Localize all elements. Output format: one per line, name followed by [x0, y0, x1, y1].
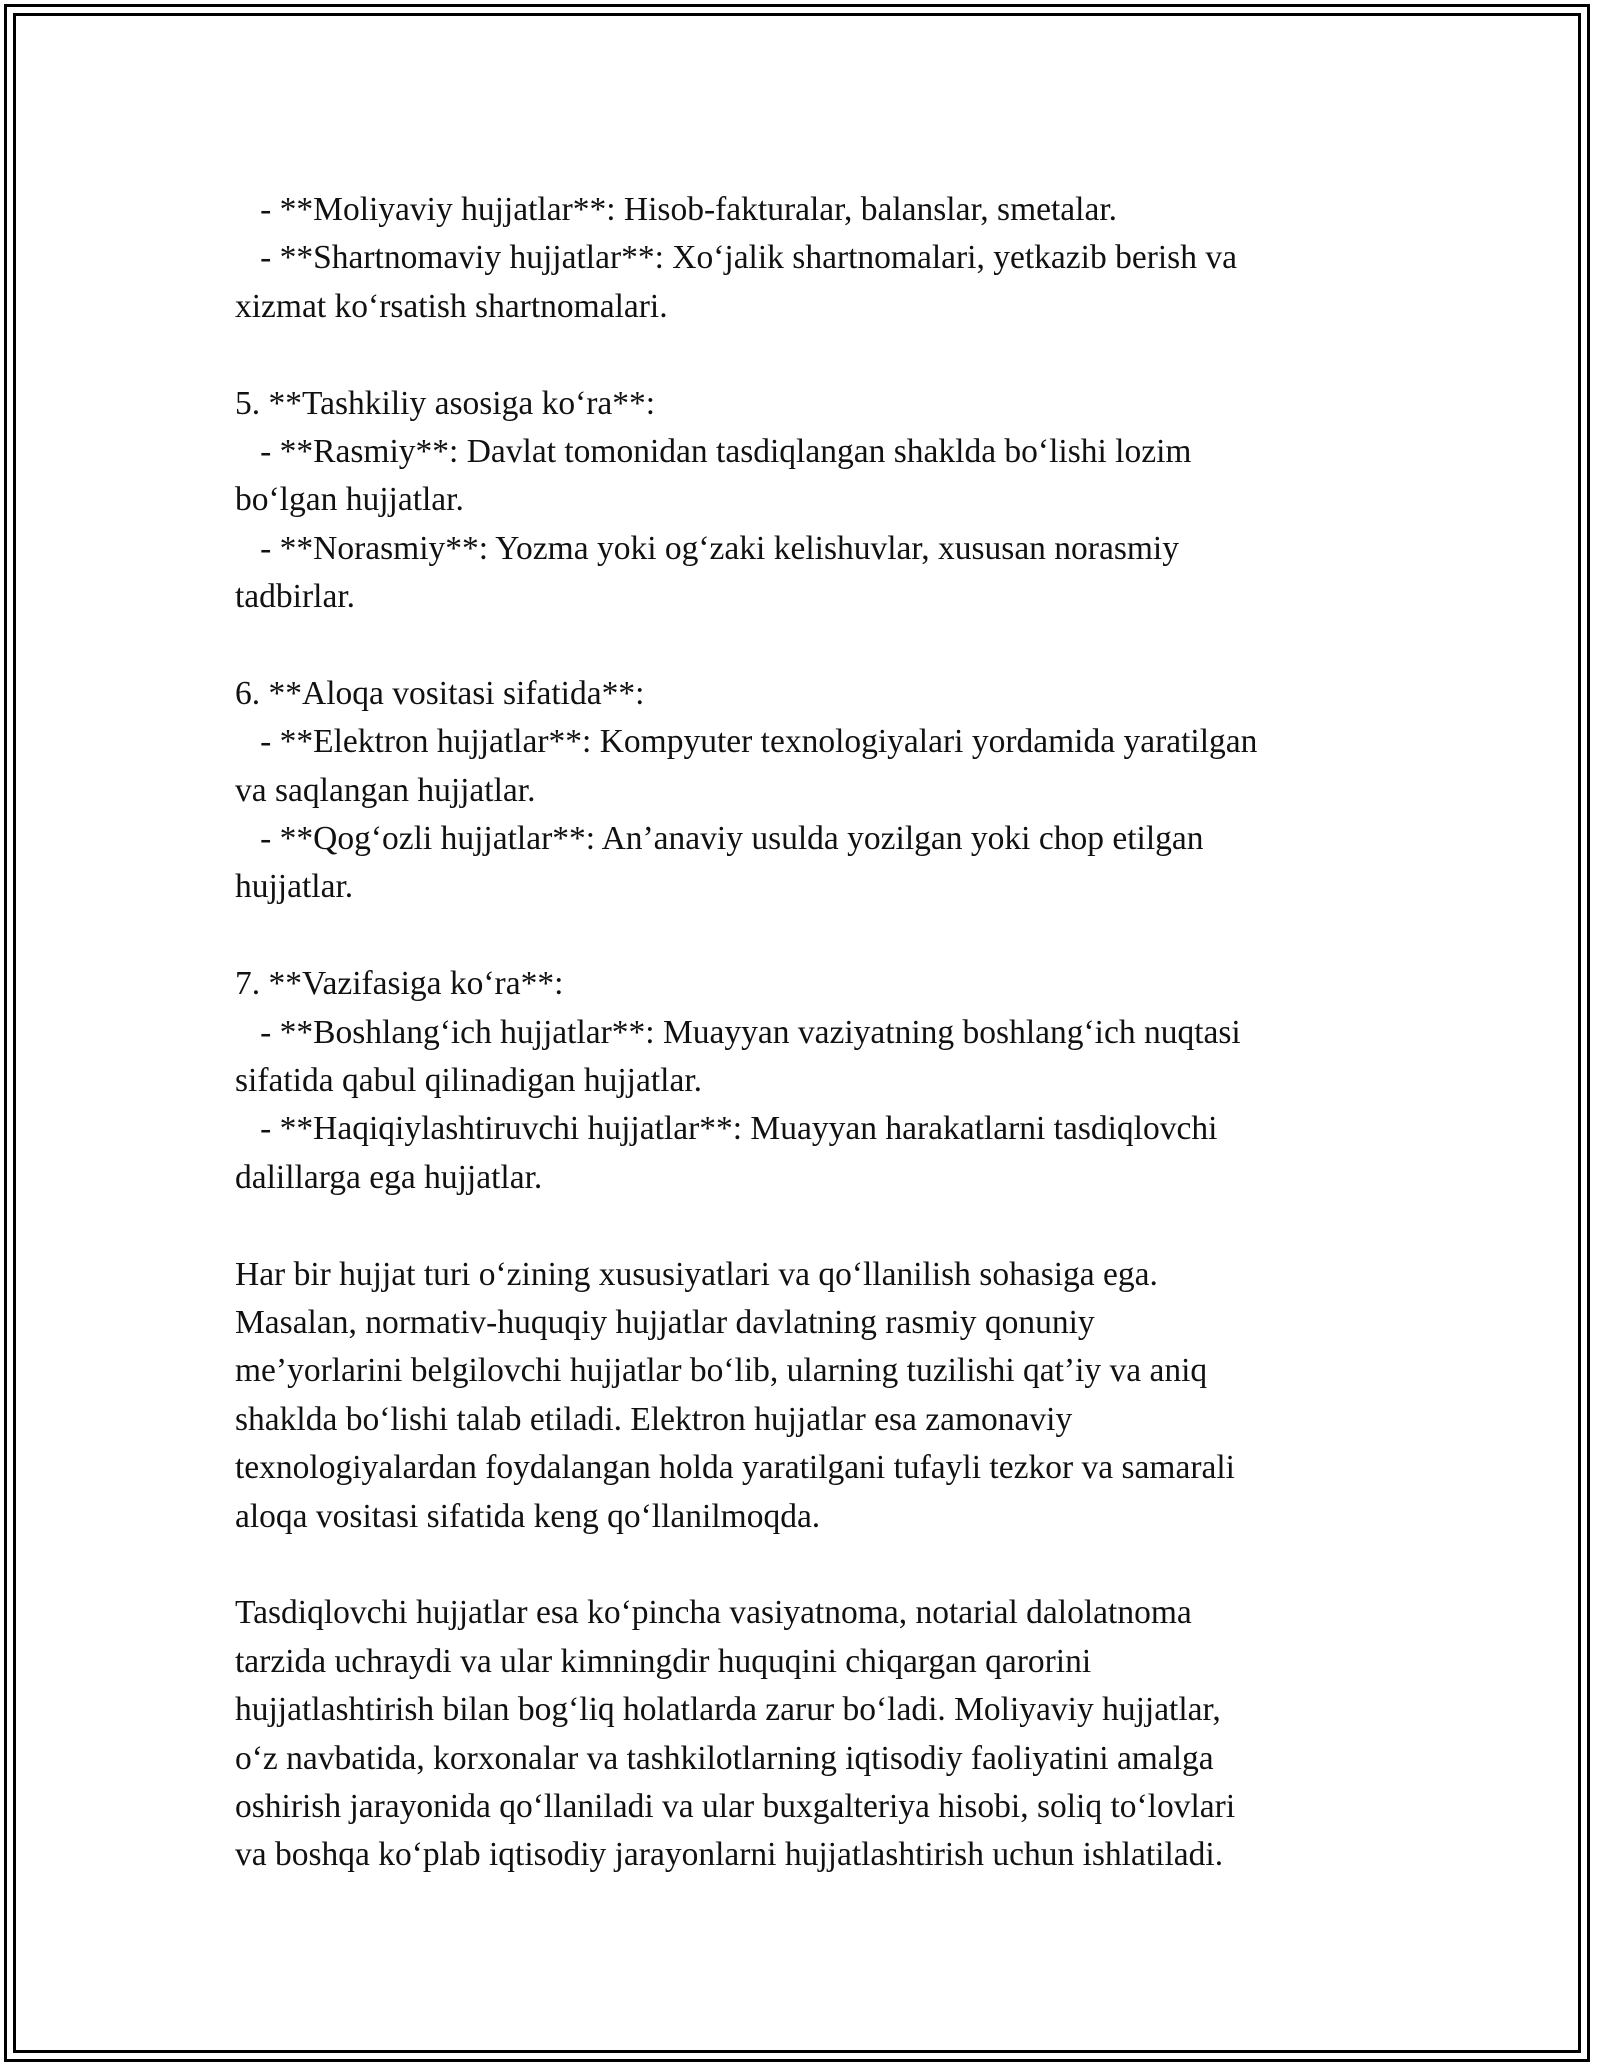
text-line: shaklda bo‘lishi talab etiladi. Elektron hujjatlar esa zamonaviy — [235, 1400, 1073, 1438]
paragraph-spacer — [235, 622, 1375, 670]
text-line: Tasdiqlovchi hujjatlar esa ko‘pincha vasiyatnoma, notarial dalolatnoma — [235, 1594, 1192, 1632]
text-line: aloqa vositasi sifatida keng qo‘llanilmoqda. — [235, 1497, 821, 1535]
text-line: hujjatlashtirish bilan bog‘liq holatlarda zarur bo‘ladi. Moliyaviy hujjatlar, — [235, 1691, 1221, 1729]
paragraph-communication-means — [235, 670, 1375, 912]
text-line: tadbirlar. — [235, 578, 355, 616]
text-line: - **Norasmiy**: Yozma yoki og‘zaki kelishuvlar, xususan norasmiy — [235, 529, 1179, 567]
text-line: hujjatlar. — [235, 868, 354, 906]
text-line: dalillarga ega hujjatlar. — [235, 1158, 543, 1196]
text-line: - **Haqiqiylashtiruvchi hujjatlar**: Muayyan harakatlarni tasdiqlovchi — [235, 1110, 1218, 1148]
paragraph-spacer — [235, 912, 1375, 960]
document-body — [235, 186, 1375, 1880]
text-line: Masalan, normativ-huquqiy hujjatlar davlatning rasmiy qonuniy — [235, 1303, 1095, 1341]
text-line: 5. **Tashkiliy asosiga ko‘ra**: — [235, 384, 656, 422]
text-line: sifatida qabul qilinadigan hujjatlar. — [235, 1062, 703, 1100]
text-line: o‘z navbatida, korxonalar va tashkilotlarning iqtisodiy faoliyatini amalga — [235, 1739, 1214, 1777]
text-line: xizmat ko‘rsatish shartnomalari. — [235, 287, 668, 325]
paragraph-organizational-basis — [235, 380, 1375, 622]
paragraph-financial-contract-docs — [235, 186, 1375, 331]
text-line: - **Boshlang‘ich hujjatlar**: Muayyan vaziyatning boshlang‘ich nuqtasi — [235, 1013, 1241, 1051]
text-line: 7. **Vazifasiga ko‘ra**: — [235, 965, 564, 1003]
text-line: bo‘lgan hujjatlar. — [235, 481, 464, 519]
text-line: me’yorlarini belgilovchi hujjatlar bo‘lib, ularning tuzilishi qat’iy va aniq — [235, 1352, 1208, 1390]
text-line: va boshqa ko‘plab iqtisodiy jarayonlarni hujjatlashtirish uchun ishlatiladi. — [235, 1836, 1224, 1874]
paragraph-spacer — [235, 331, 1375, 379]
text-line: - **Moliyaviy hujjatlar**: Hisob-fakturalar, balanslar, smetalar. — [235, 191, 1118, 228]
text-line: oshirish jarayonida qo‘llaniladi va ular buxgalteriya hisobi, soliq to‘lovlari — [235, 1787, 1236, 1825]
text-line: texnologiyalardan foydalangan holda yaratilgani tufayli tezkor va samarali — [235, 1449, 1235, 1487]
paragraph-by-function — [235, 960, 1375, 1202]
text-line: - **Elektron hujjatlar**: Kompyuter texnologiyalari yordamida yaratilgan — [235, 723, 1258, 761]
text-line: - **Qog‘ozli hujjatlar**: An’anaviy usulda yozilgan yoki chop etilgan — [235, 820, 1204, 858]
paragraph-document-types-overview — [235, 1251, 1375, 1541]
paragraph-spacer — [235, 1202, 1375, 1250]
text-line: 6. **Aloqa vositasi sifatida**: — [235, 674, 645, 712]
text-line: Har bir hujjat turi o‘zining xususiyatlari va qo‘llanilish sohasiga ega. — [235, 1255, 1158, 1293]
text-line: - **Rasmiy**: Davlat tomonidan tasdiqlangan shaklda bo‘lishi lozim — [235, 432, 1192, 470]
text-line: - **Shartnomaviy hujjatlar**: Xo‘jalik shartnomalari, yetkazib berish va — [235, 239, 1237, 277]
paragraph-confirming-financial-docs — [235, 1589, 1375, 1879]
text-line: tarzida uchraydi va ular kimningdir huquqini chiqargan qarorini — [235, 1642, 1092, 1680]
text-line: va saqlangan hujjatlar. — [235, 771, 536, 809]
paragraph-spacer — [235, 1541, 1375, 1589]
